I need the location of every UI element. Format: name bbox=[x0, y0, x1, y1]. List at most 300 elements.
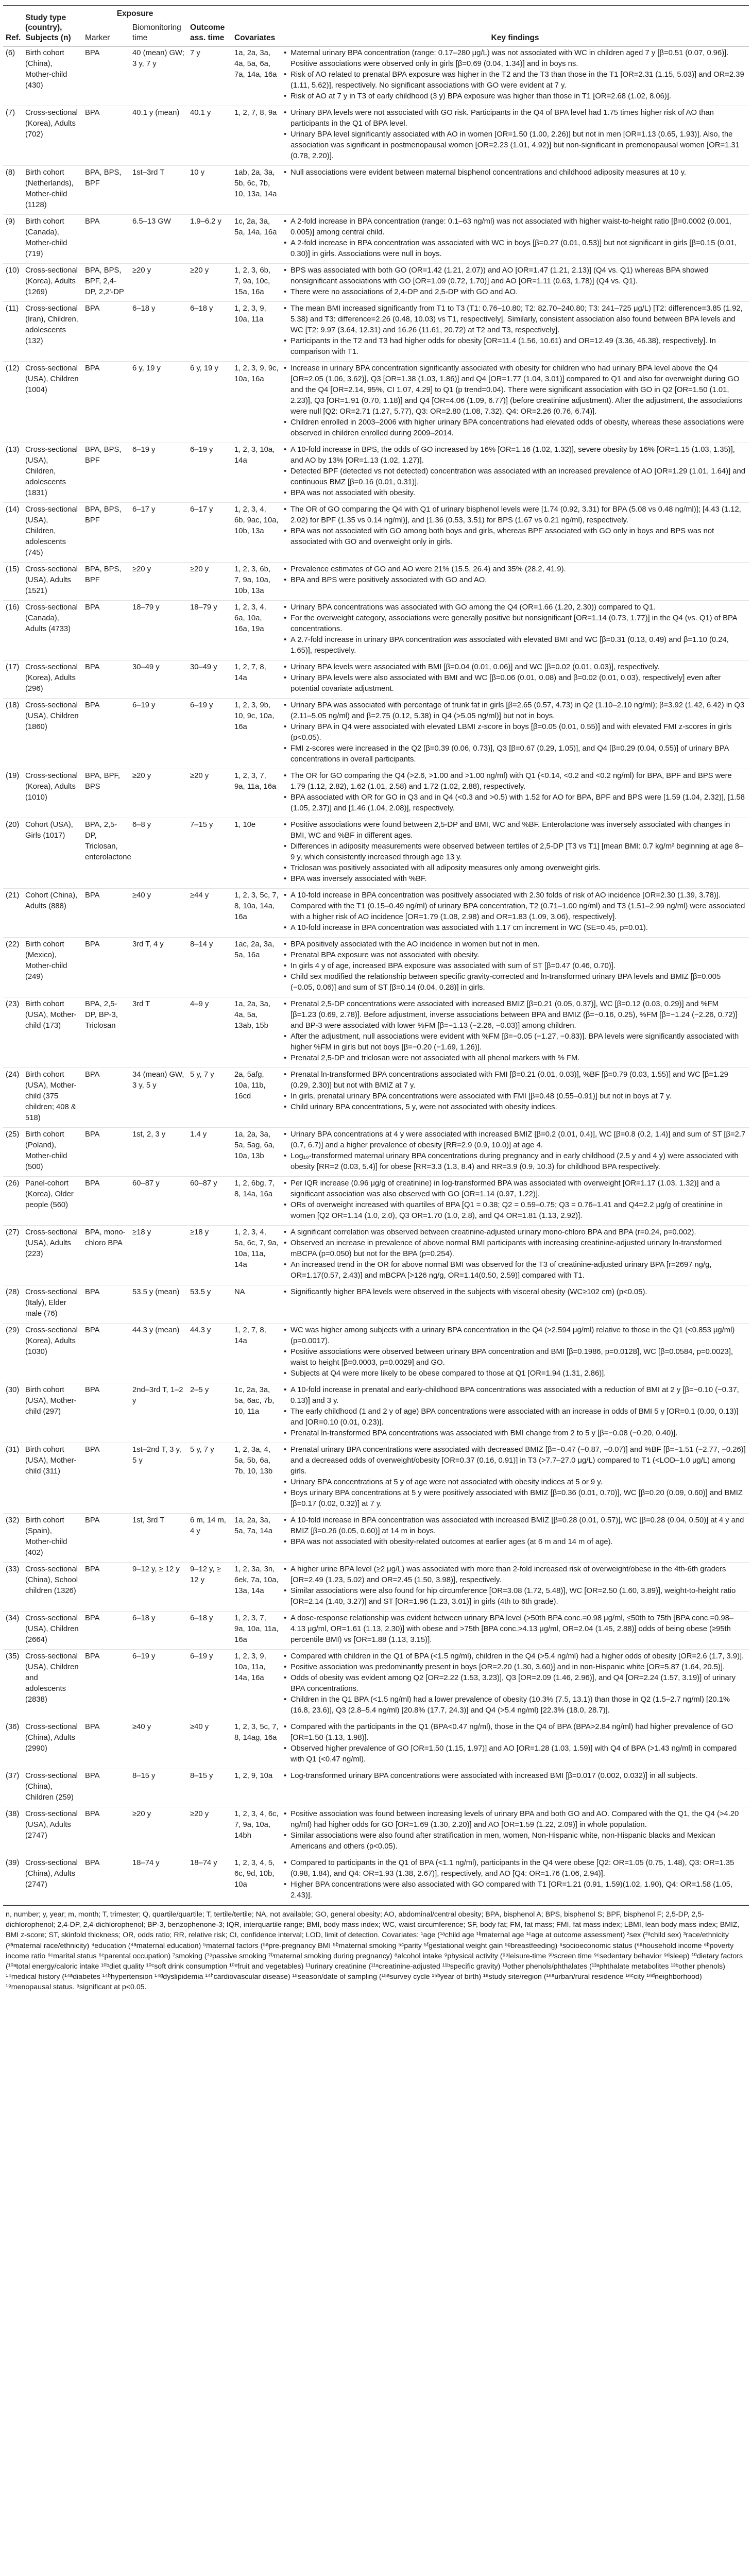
study-type-cell: Birth cohort (Mexico), Mother-child (249) bbox=[23, 938, 82, 997]
biomonitoring-cell: 9–12 y, ≥ 12 y bbox=[130, 1563, 187, 1612]
covariates-cell: 1a, 2a, 3a, 4a, 5a, 13ab, 15b bbox=[232, 997, 281, 1068]
finding-item: • Prenatal 2,5-DP and triclosan were not associated with all phenol markers with % FM. bbox=[284, 1053, 746, 1064]
finding-item: • Risk of AO at 7 y in T3 of early childhood (3 y) BPA exposure was higher than those in T1 [OR=2.68 (1.02, 8.06)]. bbox=[284, 91, 746, 102]
study-type-cell: Cross-sectional (USA), Children (1004) bbox=[23, 362, 82, 443]
outcome-time-cell: 18–74 y bbox=[187, 1856, 232, 1905]
study-type-cell: Panel-cohort (Korea), Older people (560) bbox=[23, 1177, 82, 1226]
covariates-cell: 1, 2, 3, 6b, 7, 9a, 10a, 10b, 13a bbox=[232, 563, 281, 601]
study-type-cell: Birth cohort (Canada), Mother-child (719) bbox=[23, 215, 82, 264]
finding-item: • Positive associations were found between 2,5-DP and BMI, WC and %BF. Enterolactone was inversely associated with changes in BMI, WC and %BF in different ages. bbox=[284, 820, 746, 841]
marker-cell: BPA, BPF, BPS bbox=[82, 769, 130, 818]
finding-item: • Prenatal ln-transformed BPA concentrations was associated with BMI change from 2 to 5 y [β=−0.08 (−0.20, 0.40)]. bbox=[284, 1428, 746, 1439]
finding-item: • Triclosan was positively associated with all adiposity measures only among overweight girls. bbox=[284, 863, 746, 874]
outcome-time-cell: ≥44 y bbox=[187, 889, 232, 938]
finding-item: • Compared with children in the Q1 of BPA (<1.5 ng/ml), children in the Q4 (>5.4 ng/ml) had a higher odds of obesity [OR=2.6 (1.7, 3.9)]. bbox=[284, 1651, 746, 1662]
study-type-cell: Cross-sectional (Iran), Children, adolescents (132) bbox=[23, 302, 82, 362]
biomonitoring-cell: 30–49 y bbox=[130, 660, 187, 699]
table-row bbox=[3, 1720, 749, 1769]
finding-item: • Compared to participants in the Q1 of BPA (<1.1 ng/ml), participants in the Q4 were obese [Q2: OR=1.05 (0.75, 1.48), Q3: OR=1.35 (0.98, 1.84), and Q4: OR=1.93 (1.38, 2.67)], respectively, and AO [Q4: OR=1.76 (1.06, 2.94)]. bbox=[284, 1858, 746, 1879]
finding-item: • BPA associated with OR for GO in Q3 and in Q4 (<0.3 and >0.5) with 1.52 for AO for BPA, BPF and BPS were [1.59 (1.04, 2.32)], [1.58 (1.05, 2.37)] and [1.46 (1.04, 2.08)], respectively. bbox=[284, 792, 746, 814]
marker-cell: BPA, BPS, BPF bbox=[82, 166, 130, 215]
table-row bbox=[3, 166, 749, 215]
table-row bbox=[3, 818, 749, 889]
finding-item: • The OR of GO comparing the Q4 with Q1 of urinary bisphenol levels were [1.74 (0.92, 3.31) for BPA (5.08 vs 0.48 ng/ml)]; [4.43 (1.12, 2.02) for BPF (1.35 vs 0.14 ng/ml)], and [1.36 (0.53, 3.51) for BPS (1.67 vs 0.21 ng/ml), respectively. bbox=[284, 504, 746, 526]
key-findings-cell bbox=[281, 215, 749, 264]
ref-cell: (12) bbox=[3, 362, 23, 443]
table-header bbox=[3, 6, 749, 46]
outcome-time-cell: 10 y bbox=[187, 166, 232, 215]
outcome-time-cell: 7 y bbox=[187, 46, 232, 106]
covariates-cell: 1, 2, 3, 10a, 14a bbox=[232, 443, 281, 503]
outcome-time-cell: 60–87 y bbox=[187, 1177, 232, 1226]
outcome-time-cell: 8–14 y bbox=[187, 938, 232, 997]
outcome-time-cell: 1.9–6.2 y bbox=[187, 215, 232, 264]
key-findings-cell bbox=[281, 1177, 749, 1226]
finding-item: • A higher urine BPA level (≥2 μg/L) was associated with more than 2-fold increased risk of overweight/obese in the 4th-6th graders [OR=2.49 (1.23, 5.02) and OR=2.45 (1.50, 3.98)], respectively. bbox=[284, 1564, 746, 1586]
finding-item: • Urinary BPA level significantly associated with AO in women [OR=1.50 (1.00, 2.26)] but not in men [OR=1.13 (0.65, 1.93)]. Also, the association was significant in postmenopausal women [OR=2.23 (1.01, 4.92)] but non-significant in premenopausal women [OR=1.31 (0.78, 2.20)]. bbox=[284, 129, 746, 162]
table-row bbox=[3, 889, 749, 938]
finding-item: • Compared with the participants in the Q1 (BPA<0.47 ng/ml), those in the Q4 of BPA (BPA>2.84 ng/ml) had higher prevalence of GO [OR=1.50 (1.13, 1.98)]. bbox=[284, 1722, 746, 1743]
marker-cell: BPA bbox=[82, 1324, 130, 1383]
study-type-cell: Cross-sectional (USA), Children, adolescents (745) bbox=[23, 503, 82, 563]
ref-cell: (19) bbox=[3, 769, 23, 818]
biomonitoring-cell: 1st, 2, 3 y bbox=[130, 1128, 187, 1177]
table-row bbox=[3, 660, 749, 699]
covariates-cell: 1, 2, 7, 8, 14a bbox=[232, 660, 281, 699]
key-findings-cell bbox=[281, 1068, 749, 1128]
marker-cell: BPA bbox=[82, 1650, 130, 1720]
key-findings-cell bbox=[281, 166, 749, 215]
marker-cell: BPA bbox=[82, 1856, 130, 1905]
study-type-cell: Cross-sectional (USA), Children, adolescents (1831) bbox=[23, 443, 82, 503]
ref-cell: (21) bbox=[3, 889, 23, 938]
biomonitoring-cell: 3rd T, 4 y bbox=[130, 938, 187, 997]
outcome-time-cell: 6–18 y bbox=[187, 302, 232, 362]
finding-item: • The mean BMI increased significantly from T1 to T3 (T1: 0.76–10.80; T2: 82.70–240.80; T3: 241–725 μg/L) [T2: difference=3.85 (1.92, 5.38) and T3: difference=2.26 (0.48, 10.03) vs T1, respectively]. Similarly, consistent association also found between BPA levels and WC [T2: 9.97 (3.64, 12.31) and 16.26 (11.61, 20.72) at T2 and T3, respectively]. bbox=[284, 303, 746, 336]
marker-cell: BPA bbox=[82, 1769, 130, 1807]
finding-item: • BPS was associated with both GO (OR=1.42 (1.21, 2.07)) and AO [OR=1.47 (1.21, 2.13)] (Q4 vs. Q1) whereas BPA showed nonsignificant associations with GO [OR=1.09 (0.72, 1.70)] and AO [OR=1.11 (0.63, 1.78)] (Q4 vs. Q1). bbox=[284, 265, 746, 287]
covariates-cell: 1, 2, 3, 4, 5, 6c, 9d, 10b, 10a bbox=[232, 1856, 281, 1905]
ref-cell: (11) bbox=[3, 302, 23, 362]
ref-cell: (28) bbox=[3, 1285, 23, 1324]
key-findings-cell bbox=[281, 302, 749, 362]
covariates-cell: 1, 10e bbox=[232, 818, 281, 889]
finding-item: • Child urinary BPA concentrations, 5 y, were not associated with obesity indices. bbox=[284, 1102, 746, 1113]
covariates-cell: 1, 2, 3, 4, 5a, 6c, 7, 9a, 10a, 11a, 14a bbox=[232, 1226, 281, 1285]
table-row bbox=[3, 46, 749, 106]
marker-cell: BPA, 2,5-DP, BP-3, Triclosan bbox=[82, 997, 130, 1068]
finding-item: • BPA was not associated with obesity-related outcomes at earlier ages (at 6 m and 14 m of age). bbox=[284, 1537, 746, 1548]
outcome-time-cell: 6–19 y bbox=[187, 443, 232, 503]
ref-cell: (6) bbox=[3, 46, 23, 106]
study-type-cell: Birth cohort (USA), Mother-child (375 children; 408 & 518) bbox=[23, 1068, 82, 1128]
biomonitoring-cell: ≥40 y bbox=[130, 889, 187, 938]
covariates-cell: 1a, 2a, 3a, 4a, 5a, 6a, 7a, 14a, 16a bbox=[232, 46, 281, 106]
finding-item: • Log-transformed urinary BPA concentrations were associated with increased BMI [β=0.017 (0.002, 0.032)] in all subjects. bbox=[284, 1771, 746, 1782]
covariates-cell: 1, 2, 3, 9, 10a, 11a bbox=[232, 302, 281, 362]
finding-item: • Null associations were evident between maternal bisphenol concentrations and childhood adiposity measures at 10 y. bbox=[284, 167, 746, 178]
study-type-cell: Cross-sectional (Korea), Adults (702) bbox=[23, 106, 82, 166]
marker-cell: BPA bbox=[82, 1068, 130, 1128]
finding-item: • BPA was not associated with GO among both boys and girls, whereas BPF associated with GO only in boys and BPS was not associated with GO and overweight only in girls. bbox=[284, 526, 746, 548]
study-type-cell: Cross-sectional (China), Adults (2990) bbox=[23, 1720, 82, 1769]
ref-cell: (23) bbox=[3, 997, 23, 1068]
key-findings-cell bbox=[281, 1514, 749, 1563]
finding-item: • In girls, prenatal urinary BPA concentrations were associated with FMI [β=0.48 (0.55–0.91)] but not in boys at 7 y. bbox=[284, 1091, 746, 1102]
key-findings-cell bbox=[281, 503, 749, 563]
study-type-cell: Birth cohort (Poland), Mother-child (500) bbox=[23, 1128, 82, 1177]
finding-item: • A 2-fold increase in BPA concentration was associated with WC in boys [β=0.27 (0.01, 0.53)] but not significant in girls [β=0.15 (0.01, 0.30)] in girls. Associations were null in boys. bbox=[284, 238, 746, 260]
table-row bbox=[3, 1769, 749, 1807]
finding-item: • A significant correlation was observed between creatinine-adjusted urinary mono-chloro BPA and BPA (r=0.24, p=0.002). bbox=[284, 1227, 746, 1238]
finding-item: • A 10-fold increase in prenatal and early-childhood BPA concentrations was associated with a reduction of BMI at 2 y [β=−0.10 (−0.37, 0.13)] and 3 y. bbox=[284, 1385, 746, 1406]
key-findings-cell bbox=[281, 769, 749, 818]
finding-item: • Log₁₀-transformed maternal urinary BPA concentrations during pregnancy and in early childhood (2.5 y and 4 y) were associated with obesity [RR=2 (0.03, 5.4)] for obese [RR=3.3 (1.3, 8.4) and RR=3.9 (0.9, 10.3) for childhood BPA respectively. bbox=[284, 1151, 746, 1173]
marker-cell: BPA bbox=[82, 1128, 130, 1177]
finding-item: • Children enrolled in 2003–2006 with higher urinary BPA concentrations had elevated odds of obesity, whereas these associations were observed in children enrolled during 2009–2014. bbox=[284, 417, 746, 439]
marker-cell: BPA bbox=[82, 601, 130, 660]
biomonitoring-cell: 1st, 3rd T bbox=[130, 1514, 187, 1563]
study-type-cell: Cross-sectional (USA), Adults (2747) bbox=[23, 1807, 82, 1856]
table-row bbox=[3, 1856, 749, 1905]
study-type-cell: Birth cohort (Netherlands), Mother-child (1128) bbox=[23, 166, 82, 215]
finding-item: • Positive association was found between increasing levels of urinary BPA and both GO and AO. Compared with the Q1, the Q4 (>4.20 ng/ml) had higher odds for GO [OR=1.69 (1.30, 2.20)] and AO [OR=1.59 (1.22, 2.09)] in whole population. bbox=[284, 1809, 746, 1831]
ref-cell: (8) bbox=[3, 166, 23, 215]
outcome-time-cell: 6–19 y bbox=[187, 1650, 232, 1720]
finding-item: • An increased trend in the OR for above normal BMI was observed for the T3 of creatinine-adjusted urinary BPA [r=2697 ng/g, OR=1.17(0.57, 2.43)] and mBCPA [>126 ng/g, OR=1.14(0.50, 2.59)] compared with T1. bbox=[284, 1260, 746, 1281]
key-findings-cell bbox=[281, 1856, 749, 1905]
outcome-time-cell: ≥40 y bbox=[187, 1720, 232, 1769]
biomonitoring-cell: ≥20 y bbox=[130, 563, 187, 601]
biomonitoring-cell: 6–18 y bbox=[130, 302, 187, 362]
outcome-time-cell: 30–49 y bbox=[187, 660, 232, 699]
study-type-cell: Cross-sectional (Korea), Adults (296) bbox=[23, 660, 82, 699]
marker-cell: BPA bbox=[82, 1514, 130, 1563]
study-type-cell: Cross-sectional (Canada), Adults (4733) bbox=[23, 601, 82, 660]
table-row bbox=[3, 443, 749, 503]
covariates-cell: 1, 2, 6bg, 7, 8, 14a, 16a bbox=[232, 1177, 281, 1226]
table-row bbox=[3, 362, 749, 443]
covariates-cell: 1a, 2a, 3a, 5a, 5ag, 6a, 10a, 13b bbox=[232, 1128, 281, 1177]
finding-item: • WC was higher among subjects with a urinary BPA concentration in the Q4 (>2.594 μg/ml) relative to those in the Q1 (<0.853 μg/ml) (p=0.0017). bbox=[284, 1325, 746, 1347]
marker-cell: BPA bbox=[82, 1383, 130, 1443]
marker-cell: BPA bbox=[82, 938, 130, 997]
covariates-cell: 1, 2, 3, 4, 6a, 10a, 16a, 19a bbox=[232, 601, 281, 660]
key-findings-cell bbox=[281, 601, 749, 660]
marker-cell: BPA, BPS, BPF bbox=[82, 503, 130, 563]
covariates-cell: 1, 2, 3, 7, 9a, 11a, 16a bbox=[232, 769, 281, 818]
finding-item: • BPA positively associated with the AO incidence in women but not in men. bbox=[284, 939, 746, 950]
study-type-cell: Cross-sectional (Korea), Adults (1269) bbox=[23, 264, 82, 302]
marker-cell: BPA bbox=[82, 1285, 130, 1324]
finding-item: • Urinary BPA levels were not associated with GO risk. Participants in the Q4 of BPA level had 1.75 times higher risk of AO than participants in the Q1 of BPA level. bbox=[284, 108, 746, 129]
header-ref: Ref. bbox=[3, 6, 23, 46]
biomonitoring-cell: ≥20 y bbox=[130, 264, 187, 302]
finding-item: • The OR for GO comparing the Q4 (>2.6, >1.00 and >1.00 ng/ml) with Q1 (<0.14, <0.2 and <0.2 ng/ml) for BPA, BPF and BPS were 1.79 (1.12, 2.82), 1.62 (1.01, 2.58) and 1.72 (1.02, 2.88), respectively. bbox=[284, 771, 746, 792]
outcome-time-cell: 6 y, 19 y bbox=[187, 362, 232, 443]
outcome-time-cell: 5 y, 7 y bbox=[187, 1068, 232, 1128]
finding-item: • Urinary BPA concentrations was associated with GO among the Q4 (OR=1.66 (1.20, 2.30)) compared to Q1. bbox=[284, 602, 746, 613]
covariates-cell: 1ab, 2a, 3a, 5b, 6c, 7b, 10, 13a, 14a bbox=[232, 166, 281, 215]
finding-item: • Subjects at Q4 were more likely to be obese compared to those at Q1 [OR=1.94 (1.31, 2.86)]. bbox=[284, 1368, 746, 1379]
ref-cell: (27) bbox=[3, 1226, 23, 1285]
outcome-time-cell: ≥18 y bbox=[187, 1226, 232, 1285]
biomonitoring-cell: 2nd–3rd T, 1–2 y bbox=[130, 1383, 187, 1443]
marker-cell: BPA bbox=[82, 660, 130, 699]
outcome-time-cell: ≥20 y bbox=[187, 1807, 232, 1856]
biomonitoring-cell: 60–87 y bbox=[130, 1177, 187, 1226]
table-row bbox=[3, 938, 749, 997]
covariates-cell: NA bbox=[232, 1285, 281, 1324]
finding-item: • A 10-fold increase in BPA concentration was associated with increased BMIZ [β=0.28 (0.01, 0.57)], WC [β=0.28 (0.04, 0.50)] at 4 y and BMIZ [β=0.26 (0.05, 0.60)] at 14 m in boys. bbox=[284, 1515, 746, 1537]
key-findings-cell bbox=[281, 264, 749, 302]
marker-cell: BPA bbox=[82, 46, 130, 106]
ref-cell: (16) bbox=[3, 601, 23, 660]
ref-cell: (30) bbox=[3, 1383, 23, 1443]
finding-item: • There were no associations of 2,4-DP and 2,5-DP with GO and AO. bbox=[284, 287, 746, 298]
outcome-time-cell: 18–79 y bbox=[187, 601, 232, 660]
biomonitoring-cell: 3rd T bbox=[130, 997, 187, 1068]
study-type-cell: Cross-sectional (Korea), Adults (1010) bbox=[23, 769, 82, 818]
finding-item: • After the adjustment, null associations were evident with %FM [β=−0.05 (−1.27, −0.83)]. BPA levels were significantly associated with higher %FM in girls but not boys [β=−0.20 (−1.69, 1.26)]. bbox=[284, 1031, 746, 1053]
biomonitoring-cell: 53.5 y (mean) bbox=[130, 1285, 187, 1324]
ref-cell: (26) bbox=[3, 1177, 23, 1226]
key-findings-cell bbox=[281, 1720, 749, 1769]
key-findings-cell bbox=[281, 106, 749, 166]
outcome-time-cell: 5 y, 7 y bbox=[187, 1443, 232, 1514]
table-row bbox=[3, 769, 749, 818]
finding-item: • A 10-fold increase in BPA concentration was positively associated with 2.30 folds of risk of AO incidence [OR=2.30 (1.39, 3.78)]. Compared with the T1 (0.15–0.49 ng/ml) of urinary BPA concentration, T2 (0.71–1.00 ng/ml) and T3 (1.51–2.99 ng/ml) were associated with a higher risk of AO incidence [OR=1.79 (1.08, 2.98) and OR=1.83 (1.09, 3.06), respectively]. bbox=[284, 890, 746, 923]
ref-cell: (10) bbox=[3, 264, 23, 302]
finding-item: • BPA was not associated with obesity. bbox=[284, 488, 746, 499]
key-findings-cell bbox=[281, 563, 749, 601]
covariates-cell: 1c, 2a, 3a, 5a, 6ac, 7b, 10, 11a bbox=[232, 1383, 281, 1443]
covariates-cell: 1, 2, 3a, 3n, 6ek, 7a, 10a, 13a, 14a bbox=[232, 1563, 281, 1612]
covariates-cell: 1, 2, 3, 9b, 10, 9c, 10a, 16a bbox=[232, 699, 281, 769]
key-findings-cell bbox=[281, 1324, 749, 1383]
key-findings-cell bbox=[281, 1650, 749, 1720]
header-biomonitoring: Biomonitoring time bbox=[132, 23, 181, 42]
table-row bbox=[3, 1612, 749, 1650]
finding-item: • A 10-fold increase in BPS, the odds of GO increased by 16% [OR=1.16 (1.02, 1.32)], severe obesity by 16% [OR=1.15 (1.03, 1.35)], and AO by 13% [OR=1.13 (1.02, 1.27)]. bbox=[284, 445, 746, 466]
finding-item: • Similar associations were also found for hip circumference [OR=3.08 (1.72, 5.48)], WC [OR=2.50 (1.60, 3.89)], weight-to-height ratio [OR=2.14 (1.40, 3.27)] and ST [OR=1.96 (1.23, 3.01)] in girls (4th to 6th grade). bbox=[284, 1586, 746, 1607]
covariates-cell: 1, 2, 3, 9, 10a, 11a, 14a, 16a bbox=[232, 1650, 281, 1720]
key-findings-cell bbox=[281, 443, 749, 503]
ref-cell: (9) bbox=[3, 215, 23, 264]
covariates-cell: 1c, 2a, 3a, 5a, 14a, 16a bbox=[232, 215, 281, 264]
finding-item: • Children in the Q1 BPA (<1.5 ng/ml) had a lower prevalence of obesity (10.3% (7.5, 13.1)) than those in Q2 (1.5–2.7 ng/ml) [20.1% (16.8, 23.6)], Q3 (2.8–5.4 ng/ml) [20.8% (17.7, 24.3)] and Q4 (>5.4 ng/ml) [22.3% (18.0, 28.7)]. bbox=[284, 1694, 746, 1716]
table-row bbox=[3, 563, 749, 601]
study-type-cell: Cross-sectional (USA), Children and adolescents (2838) bbox=[23, 1650, 82, 1720]
header-outcome: Outcome ass. time bbox=[187, 6, 232, 46]
outcome-time-cell: 40.1 y bbox=[187, 106, 232, 166]
finding-item: • Positive associations were observed between urinary BPA concentration and BMI [β=0.1986, p=0.0128], WC [β=0.0584, p=0.0023], waist to height [β=0.0003, p=0.0029] and GO. bbox=[284, 1347, 746, 1368]
study-type-cell: Cross-sectional (Italy), Elder male (76) bbox=[23, 1285, 82, 1324]
finding-item: • Risk of AO related to prenatal BPA exposure was higher in the T2 and the T3 than those in the T1 [OR=2.31 (1.15, 5.03)] and OR=2.39 (1.11, 5.62)], respectively. No significant associations with GO were evident at 7 y. bbox=[284, 70, 746, 91]
outcome-time-cell: ≥20 y bbox=[187, 769, 232, 818]
finding-item: • Prenatal ln-transformed BPA concentrations associated with FMI [β=0.21 (0.01, 0.03)], %BF [β=0.79 (0.03, 1.55)] and WC [β=1.29 (0.29, 2.30)] but not with BMIZ at 7 y. bbox=[284, 1070, 746, 1091]
key-findings-cell bbox=[281, 938, 749, 997]
biomonitoring-cell: 44.3 y (mean) bbox=[130, 1324, 187, 1383]
finding-item: • Prenatal BPA exposure was not associated with obesity. bbox=[284, 950, 746, 961]
biomonitoring-cell: 6–19 y bbox=[130, 443, 187, 503]
biomonitoring-cell: 6–18 y bbox=[130, 1612, 187, 1650]
covariates-cell: 1, 2, 3a, 4, 5a, 5b, 6a, 7b, 10, 13b bbox=[232, 1443, 281, 1514]
biomonitoring-cell: 6–19 y bbox=[130, 699, 187, 769]
finding-item: • Urinary BPA was associated with percentage of trunk fat in girls [β=2.65 (0.57, 4.73) in Q2 (1.10–2.10 ng/ml); β=3.92 (1.42, 6.42) in Q3 (2.11–5.05 ng/ml) and β=2.75 (0.12, 5.38) in Q4 (>5.05 ng/ml)] but not in boys. bbox=[284, 700, 746, 722]
finding-item: • Increase in urinary BPA concentration significantly associated with obesity for children who had urinary BPA level above the Q4 [OR=2.05 (1.06, 3.62)], Q3 [OR=1.38 (1.03, 1.86)] and Q4 [OR=1.77 (1.04, 3.01)] compared to Q1 and also for overweight during GO and the Q4 [OR=2.14, 95%, CI 1.07, 4.29] to Q1 (p trend=0.04). There were significant association with GO in Q2 [OR=1.50 (1.01, 2.23)], Q3 [OR=1.91 (0.70, 1.18)] and Q4 [OR=4.06 (1.09, 6.77)] (before creatinine adjustment). After the adjustment, the associations were null [Q2: OR=2.71 (1.27, 5.77), Q3: OR=2.80 (1.08, 7.32), Q4: OR=2.26 (0.76, 6.74)]. bbox=[284, 363, 746, 417]
biomonitoring-cell: 18–79 y bbox=[130, 601, 187, 660]
table-row bbox=[3, 1383, 749, 1443]
table-row bbox=[3, 1807, 749, 1856]
ref-cell: (7) bbox=[3, 106, 23, 166]
study-type-cell: Birth cohort (USA), Mother-child (311) bbox=[23, 1443, 82, 1514]
finding-item: • Observed an increase in prevalence of above normal BMI participants with increasing creatinine-adjusted urinary ln-transformed mBCPA (p=0.050) but not for the BPA (p=0.254). bbox=[284, 1238, 746, 1260]
study-type-cell: Cohort (USA), Girls (1017) bbox=[23, 818, 82, 889]
covariates-cell: 1, 2, 3, 6b, 7, 9a, 10c, 15a, 16a bbox=[232, 264, 281, 302]
finding-item: • Prevalence estimates of GO and AO were 21% (15.5, 26.4) and 35% (28.2, 41.9). bbox=[284, 564, 746, 575]
header-marker: Marker bbox=[85, 33, 110, 42]
biomonitoring-cell: ≥20 y bbox=[130, 769, 187, 818]
table-row bbox=[3, 1226, 749, 1285]
ref-cell: (20) bbox=[3, 818, 23, 889]
biomonitoring-cell: 6.5–13 GW bbox=[130, 215, 187, 264]
finding-item: • BPA and BPS were positively associated with GO and AO. bbox=[284, 575, 746, 586]
key-findings-cell bbox=[281, 889, 749, 938]
finding-item: • ORs of overweight increased with quartiles of BPA [Q1 = 0.38; Q2 = 0.59–0.75; Q3 = 0.76–1.41 and Q4=2.2 μg/g of creatinine in women [Q2 OR=1.14 (1.0, 2.0), Q3 OR=1.70 (1.0, 2.8), and Q4 OR=1.81 (1.13, 2.92)]. bbox=[284, 1200, 746, 1222]
table-row bbox=[3, 302, 749, 362]
table-row bbox=[3, 699, 749, 769]
finding-item: • A 2-fold increase in BPA concentration (range: 0.1–63 ng/ml) was not associated with higher waist-to-height ratio [β=0.0002 (0.001, 0.005)] among central child. bbox=[284, 216, 746, 238]
ref-cell: (38) bbox=[3, 1807, 23, 1856]
finding-item: • A dose-response relationship was evident between urinary BPA level (>50th BPA conc.=0.98 μg/ml, ≤50th to 75th [BPA conc.=0.98–4.13 μg/ml, OR=1.61 (1.13, 2.30)] with obese and >75th [BPA conc.>4.13 μg/ml, OR=2.04 (1.45, 2.88)] odds of being obese (≥95th percentile BMI) vs [OR=1.88 (1.13, 3.15)]. bbox=[284, 1613, 746, 1646]
key-findings-cell bbox=[281, 699, 749, 769]
ref-cell: (37) bbox=[3, 1769, 23, 1807]
table-row bbox=[3, 1324, 749, 1383]
study-type-cell: Cross-sectional (China), Children (259) bbox=[23, 1769, 82, 1807]
marker-cell: BPA bbox=[82, 1612, 130, 1650]
finding-item: • Boys urinary BPA concentrations at 5 y were positively associated with BMIZ [β=0.36 (0.01, 0.70)], WC [β=0.20 (0.09, 0.60)] and BMIZ [β=0.17 (0.02, 0.32)] at 7 y. bbox=[284, 1488, 746, 1510]
key-findings-cell bbox=[281, 1612, 749, 1650]
biomonitoring-cell: 18–74 y bbox=[130, 1856, 187, 1905]
header-key-findings: Key findings bbox=[281, 6, 749, 46]
biomonitoring-cell: 34 (mean) GW, 3 y, 5 y bbox=[130, 1068, 187, 1128]
table-row bbox=[3, 601, 749, 660]
biomonitoring-cell: 1st–2nd T, 3 y, 5 y bbox=[130, 1443, 187, 1514]
ref-cell: (32) bbox=[3, 1514, 23, 1563]
key-findings-cell bbox=[281, 660, 749, 699]
key-findings-cell bbox=[281, 1226, 749, 1285]
finding-item: • Maternal urinary BPA concentration (range: 0.17–280 μg/L) was not associated with WC in children aged 7 y [β=0.51 (0.07, 0.96)]. Positive associations were observed only in girls [β=0.69 (0.04, 1.34)] and in boys ns. bbox=[284, 48, 746, 70]
ref-cell: (34) bbox=[3, 1612, 23, 1650]
study-type-cell: Birth cohort (USA), Mother-child (173) bbox=[23, 997, 82, 1068]
outcome-time-cell: 6–19 y bbox=[187, 699, 232, 769]
ref-cell: (29) bbox=[3, 1324, 23, 1383]
finding-item: • A 2.7-fold increase in urinary BPA concentration was associated with elevated BMI and WC [β=0.31 (0.13, 0.49) and β=1.10 (0.24, 1.65)], respectively. bbox=[284, 635, 746, 656]
marker-cell: BPA bbox=[82, 302, 130, 362]
marker-cell: BPA bbox=[82, 106, 130, 166]
key-findings-cell bbox=[281, 1383, 749, 1443]
ref-cell: (35) bbox=[3, 1650, 23, 1720]
covariates-cell: 1ac, 2a, 3a, 5a, 16a bbox=[232, 938, 281, 997]
outcome-time-cell: 2–5 y bbox=[187, 1383, 232, 1443]
study-type-cell: Birth cohort (China), Mother-child (430) bbox=[23, 46, 82, 106]
table-row bbox=[3, 1285, 749, 1324]
outcome-time-cell: ≥20 y bbox=[187, 264, 232, 302]
finding-item: • Urinary BPA levels were also associated with BMI and WC [β=0.06 (0.01, 0.08) and β=0.02 (0.01, 0.03), respectively] even after potential covariate adjustment. bbox=[284, 673, 746, 694]
outcome-time-cell: 53.5 y bbox=[187, 1285, 232, 1324]
marker-cell: BPA, BPS, BPF bbox=[82, 443, 130, 503]
header-study-type: Study type (country), Subjects (n) bbox=[23, 6, 82, 46]
covariates-cell: 1, 2, 7, 8, 14a bbox=[232, 1324, 281, 1383]
outcome-time-cell: ≥20 y bbox=[187, 563, 232, 601]
biomonitoring-cell: 40.1 y (mean) bbox=[130, 106, 187, 166]
study-type-cell: Cross-sectional (USA), Adults (1521) bbox=[23, 563, 82, 601]
finding-item: • Odds of obesity was evident among Q2 [OR=2.22 (1.53, 3.23)], Q3 [OR=2.09 (1.46, 2.96)], and Q4 [OR=2.24 (1.57, 3.19)] of urinary BPA concentrations. bbox=[284, 1673, 746, 1694]
finding-item: • The early childhood (1 and 2 y of age) BPA concentrations were associated with an increase in odds of BMI 5 y [OR=0.1 (0.00, 0.13)] and [OR=0.10 (0.01, 0.23)]. bbox=[284, 1406, 746, 1428]
study-type-cell: Cross-sectional (USA), Adults (223) bbox=[23, 1226, 82, 1285]
table-footnote: n, number; y, year; m, month; T, trimester; Q, quartile/quartile; T, tertile/tertile; NA, not available; GO, general obesity; AO, abdominal/central obesity; BPA, bisphenol A; BPS, bisphenol S; BPF, bisphenol F; 2,5-DP, 2,5-dichlorophenol; 2,4-DP, 2,4-dichlorophenol; BP-3, benzophenone-3; IQR, interquartile range; BMI, body mass index; WC, waist circumference; SF, body fat; FM, fat mass; FMI, fat mass index; LBMI, lean body mass index; BMIZ, BMI z-score; ST, skinfold thickness; OR, odds ratio; RR, relative risk; CI, confidence interval; LOD, limit of detection. Covariates: ¹age (¹ᵃchild age ¹ᵇmaternal age ¹ᶜage at outcome assessment) ²sex (²ᵃchild sex) ³race/ethnicity (³ᵃmaternal race/ethnicity) ⁴education (⁴ᵃmaternal education) ⁵maternal factors (⁵ᵃpre-pregnancy BMI ⁵ᵇmaternal smoking ⁵ᶜparity ⁵ᶠgestational weight gain ⁵ᵍbreastfeeding) ⁶socioeconomic status (⁶ᵃhousehold income ⁶ᵇpoverty income ratio ⁶ᶜmarital status ⁶ᵉparental occupation) ⁷smoking (⁷ᵃpassive smoking ⁷ᵇmaternal smoking during pregnancy) ⁸alcohol intake ⁹physical activity (⁹ᵃleisure-time ⁹ᵇscreen time ⁹ᶜsedentary behavior ⁹ᵈsleep) ¹⁰dietary factors (¹⁰ᵃtotal energy/caloric intake ¹⁰ᵇdiet quality ¹⁰ᶜsoft drink consumption ¹⁰ᵉfruit and vegetables) ¹¹urinary creatinine (¹¹ᵃcreatinine-adjusted ¹¹ᵇspecific gravity) ¹³other phenols/phthalates (¹³ᵃphthalate metabolites ¹³ᵇother phenols) ¹⁴medical history (¹⁴ᵃdiabetes ¹⁴ᵇhypertension ¹⁴ᵍdyslipidemia ¹⁴ʰcardiovascular disease) ¹⁵season/date of sampling (¹⁵ᵃsurvey cycle ¹⁵ᵇyear of birth) ¹⁶study site/region (¹⁶ᵃurban/rural residence ¹⁶ᶜcity ¹⁶ᵈneighborhood) ¹⁹menopausal status. ᵃsignificant at p<0.05. bbox=[3, 1905, 749, 1992]
marker-cell: BPA bbox=[82, 699, 130, 769]
biomonitoring-cell: 40 (mean) GW; 3 y, 7 y bbox=[130, 46, 187, 106]
table-row bbox=[3, 1068, 749, 1128]
finding-item: • A 10-fold increase in BPA concentration was associated with 1.17 cm increment in WC (SE=0.45, p=0.01). bbox=[284, 923, 746, 934]
key-findings-cell bbox=[281, 1443, 749, 1514]
outcome-time-cell: 4–9 y bbox=[187, 997, 232, 1068]
marker-cell: BPA bbox=[82, 1177, 130, 1226]
study-type-cell: Cross-sectional (Korea), Adults (1030) bbox=[23, 1324, 82, 1383]
biomonitoring-cell: 6 y, 19 y bbox=[130, 362, 187, 443]
key-findings-cell bbox=[281, 1285, 749, 1324]
outcome-time-cell: 8–15 y bbox=[187, 1769, 232, 1807]
biomonitoring-cell: 1st–3rd T bbox=[130, 166, 187, 215]
study-type-cell: Cross-sectional (China), School children (1326) bbox=[23, 1563, 82, 1612]
study-type-cell: Cohort (China), Adults (888) bbox=[23, 889, 82, 938]
finding-item: • Prenatal urinary BPA concentrations were associated with decreased BMIZ [β=−0.47 (−0.87, −0.07)] and %BF [β=−1.51 (−2.77, −0.26)] and a decreased odds of overweight/obesity [OR=0.37 (0.16, 0.91)] in T3 (>7.7–27.0 μg/L) compared to T1 (<LOD–1.0 μg/L) among girls. bbox=[284, 1445, 746, 1477]
studies-table bbox=[3, 5, 749, 1905]
outcome-time-cell: 1.4 y bbox=[187, 1128, 232, 1177]
finding-item: • Similar associations were also found after stratification in men, women, Non-Hispanic white, non-Hispanic blacks and Mexican Americans and others (p<0.05). bbox=[284, 1831, 746, 1852]
finding-item: • Differences in adiposity measurements were observed between tertiles of 2,5-DP [T3 vs T1] [mean BMI: 0.7 kg/m² beginning at age 8–9 y, which consistently increased through age 13 y. bbox=[284, 841, 746, 863]
marker-cell: BPA bbox=[82, 362, 130, 443]
ref-cell: (36) bbox=[3, 1720, 23, 1769]
covariates-cell: 1a, 2a, 3a, 5a, 7a, 14a bbox=[232, 1514, 281, 1563]
outcome-time-cell: 44.3 y bbox=[187, 1324, 232, 1383]
finding-item: • FMI z-scores were increased in the Q2 [β=0.39 (0.06, 0.73)], Q3 [β=0.67 (0.29, 1.05)], and Q4 [β=0.29 (0.04, 0.55)] of urinary BPA concentrations in overall participants. bbox=[284, 743, 746, 765]
finding-item: • Positive association was predominantly present in boys [OR=2.20 (1.30, 3.60)] and in non-Hispanic white [OR=5.87 (1.64, 20.5)]. bbox=[284, 1662, 746, 1673]
table-row bbox=[3, 1650, 749, 1720]
finding-item: • Urinary BPA in Q4 were associated with elevated LBMI z-score in boys [β=0.05 (0.01, 0.55)] and with elevated FMI z-scores in girls (p<0.05). bbox=[284, 722, 746, 743]
ref-cell: (13) bbox=[3, 443, 23, 503]
header-covariates: Covariates bbox=[232, 6, 281, 46]
ref-cell: (18) bbox=[3, 699, 23, 769]
finding-item: • Urinary BPA concentrations at 5 y of age were not associated with obesity indices at 5 or 9 y. bbox=[284, 1477, 746, 1488]
outcome-time-cell: 7–15 y bbox=[187, 818, 232, 889]
key-findings-cell bbox=[281, 1807, 749, 1856]
marker-cell: BPA bbox=[82, 1443, 130, 1514]
covariates-cell: 1, 2, 3, 9, 9c, 10a, 16a bbox=[232, 362, 281, 443]
ref-cell: (22) bbox=[3, 938, 23, 997]
table-row bbox=[3, 1443, 749, 1514]
covariates-cell: 2a, 5afg, 10a, 11b, 16cd bbox=[232, 1068, 281, 1128]
marker-cell: BPA bbox=[82, 1720, 130, 1769]
biomonitoring-cell: 8–15 y bbox=[130, 1769, 187, 1807]
covariates-cell: 1, 2, 3, 4, 6c, 7, 9a, 10a, 14bh bbox=[232, 1807, 281, 1856]
biomonitoring-cell: ≥40 y bbox=[130, 1720, 187, 1769]
ref-cell: (17) bbox=[3, 660, 23, 699]
biomonitoring-cell: 6–17 y bbox=[130, 503, 187, 563]
biomonitoring-cell: 6–19 y bbox=[130, 1650, 187, 1720]
